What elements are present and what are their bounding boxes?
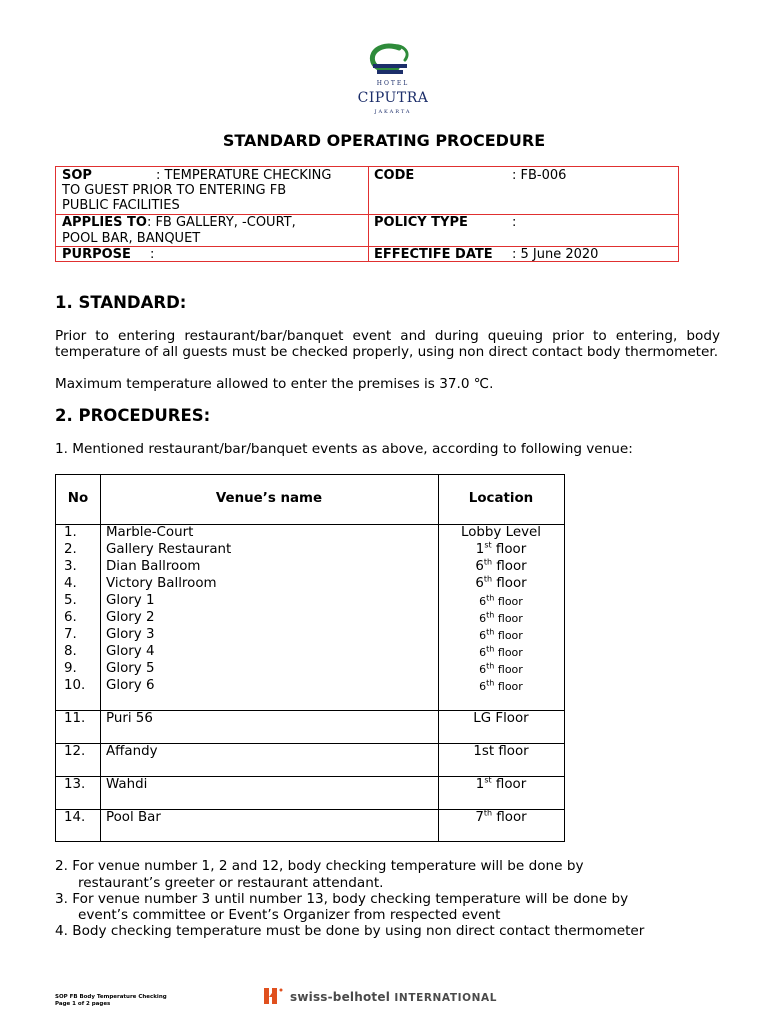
purpose-value: : (150, 247, 155, 262)
footer-doc-name: SOP FB Body Temperature Checking (55, 994, 167, 1000)
table-row-location: LG Floor (473, 711, 529, 726)
table-row-no: 1. (64, 525, 77, 540)
ciputra-emblem-icon (355, 42, 431, 80)
logo-city-text: JAKARTA (374, 109, 412, 115)
table-row-venue: Puri 56 (106, 711, 153, 726)
sop-value-line1: : TEMPERATURE CHECKING (156, 168, 332, 183)
table-row-no: 6. (64, 610, 77, 625)
footer-page-number: Page 1 of 2 pages (55, 1001, 111, 1007)
procedure-item-3: 3. For venue number 3 until number 13, body checking temperature will be done by (55, 891, 629, 907)
table-row-no: 12. (64, 744, 86, 759)
sop-value-line3: PUBLIC FACILITIES (62, 198, 180, 213)
document-title: STANDARD OPERATING PROCEDURE (222, 131, 546, 150)
venue-table (55, 474, 565, 842)
table-header-location: Location (468, 491, 534, 506)
table-row-location: 1st floor (473, 744, 529, 759)
policy-type-label: POLICY TYPE (374, 215, 468, 230)
applies-to: APPLIES TO: FB GALLERY, -COURT, (62, 215, 296, 230)
table-row-venue: Glory 6 (106, 678, 155, 693)
code-label: CODE (374, 168, 415, 183)
procedure-item-2-cont: restaurant’s greeter or restaurant attendant. (78, 875, 384, 891)
table-row-location: 1st floor (475, 775, 527, 792)
table-row-no: 10. (64, 678, 86, 693)
table-row-no: 13. (64, 777, 86, 792)
sop-value-line2: TO GUEST PRIOR TO ENTERING FB (62, 183, 287, 198)
table-row-no: 5. (64, 593, 77, 608)
table-row-location: Lobby Level (461, 525, 541, 540)
table-row-venue: Affandy (106, 744, 158, 759)
policy-type-value: : (512, 215, 517, 230)
purpose-label: PURPOSE (62, 247, 131, 262)
table-row-venue: Dian Ballroom (106, 559, 201, 574)
table-row-location: 6th floor (479, 644, 523, 659)
table-row-location: 6th floor (479, 593, 523, 608)
code-value: : FB-006 (512, 168, 567, 183)
table-row-location: 6th floor (479, 678, 523, 693)
table-row-venue: Gallery Restaurant (106, 542, 232, 557)
swiss-belhotel-logo (262, 986, 498, 1006)
standard-heading: 1. STANDARD: (55, 293, 187, 312)
table-row-venue: Glory 4 (106, 644, 155, 659)
sop-header-table (55, 166, 679, 262)
table-row-venue: Glory 2 (106, 610, 155, 625)
effective-date-label: EFFECTIFE DATE (374, 247, 493, 262)
max-temperature-note: Maximum temperature allowed to enter the premises is 37.0 ℃. (55, 376, 494, 392)
table-row-venue: Victory Ballroom (106, 576, 217, 591)
applies-to-line2: POOL BAR, BANQUET (62, 231, 201, 246)
footer-doc-info (55, 994, 167, 1008)
procedure-item-1: 1. Mentioned restaurant/bar/banquet events as above, according to following venue: (55, 441, 633, 457)
table-row-venue: Marble-Court (106, 525, 194, 540)
table-row-location: 6th floor (475, 557, 527, 574)
effective-date-value: : 5 June 2020 (512, 247, 599, 262)
table-row-venue: Pool Bar (106, 810, 161, 825)
procedure-item-4: 4. Body checking temperature must be done by using non direct contact thermometer (55, 923, 645, 939)
table-row-location: 6th floor (479, 661, 523, 676)
table-column-divider (100, 475, 101, 841)
table-row-no: 4. (64, 576, 77, 591)
brand-name: swiss-belhotel INTERNATIONAL (290, 990, 498, 1004)
table-row-venue: Glory 5 (106, 661, 155, 676)
sop-label: SOP (62, 168, 92, 183)
table-row-location: 6th floor (475, 574, 527, 591)
logo-hotel-text: HOTEL (376, 80, 410, 87)
procedure-item-3-cont: event’s committee or Event’s Organizer from respected event (78, 907, 501, 923)
hotel-logo (355, 42, 431, 122)
logo-name-text: CIPUTRA (357, 90, 429, 106)
table-row-venue: Glory 1 (106, 593, 155, 608)
table-row-no: 8. (64, 644, 77, 659)
table-row-no: 7. (64, 627, 77, 642)
procedure-item-2: 2. For venue number 1, 2 and 12, body checking temperature will be done by (55, 858, 584, 874)
standard-paragraph: Prior to entering restaurant/bar/banquet event and during queuing prior to entering, body temperature of all guests must be checked properly, using non direct contact body thermometer. (55, 328, 720, 360)
table-row-no: 11. (64, 711, 86, 726)
table-row-location: 7th floor (475, 808, 527, 825)
table-row-no: 2. (64, 542, 77, 557)
table-header-no: No (67, 491, 89, 506)
table-row-no: 9. (64, 661, 77, 676)
swiss-belhotel-emblem-icon (262, 986, 286, 1006)
table-row-location: 6th floor (479, 627, 523, 642)
procedures-heading: 2. PROCEDURES: (55, 406, 211, 425)
table-row-venue: Wahdi (106, 777, 148, 792)
table-row-location: 1st floor (475, 540, 527, 557)
table-header-venue: Venue’s name (215, 491, 323, 506)
table-row-location: 6th floor (479, 610, 523, 625)
table-row-no: 3. (64, 559, 77, 574)
table-row-no: 14. (64, 810, 86, 825)
table-row-venue: Glory 3 (106, 627, 155, 642)
